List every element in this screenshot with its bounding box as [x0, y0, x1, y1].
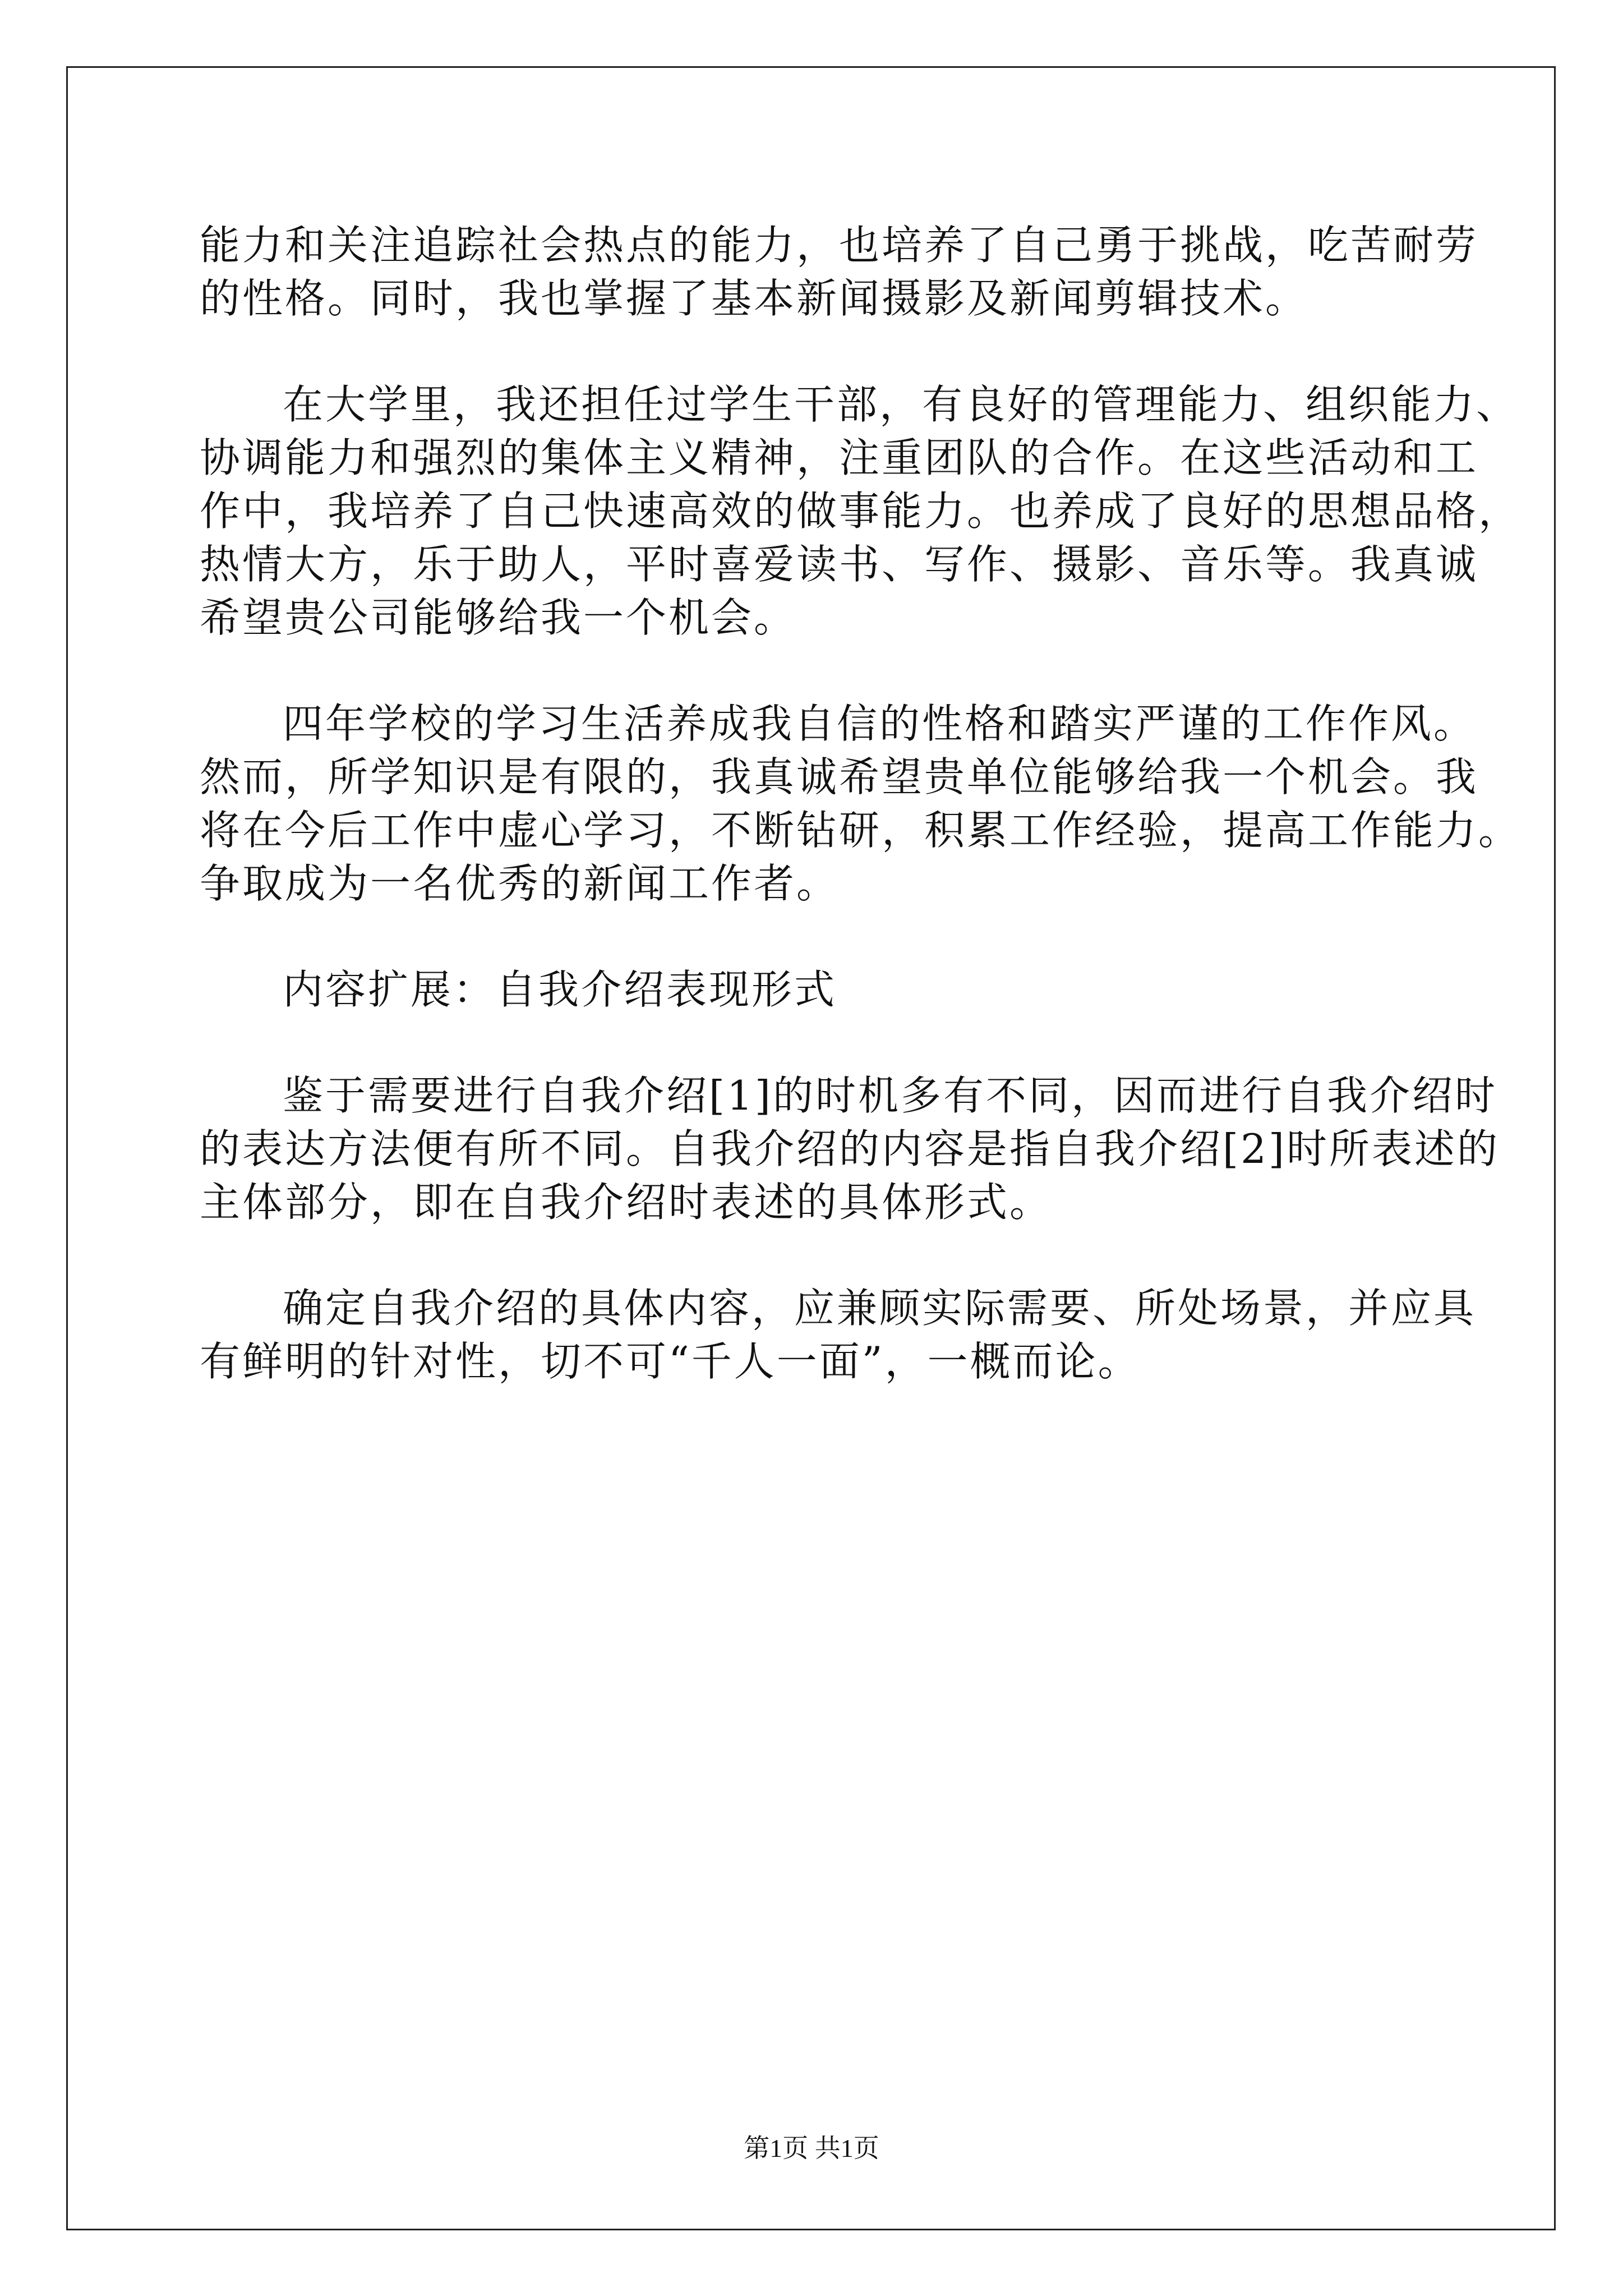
text-line: 鉴于需要进行自我介绍[1]的时机多有不同，因而进行自我介绍时 — [283, 1072, 1497, 1119]
text-line: 能力和关注追踪社会热点的能力，也培养了自己勇于挑战，吃苦耐劳 — [200, 222, 1479, 269]
paragraph-5 — [200, 1069, 1500, 1229]
section-heading: 内容扩展：自我介绍表现形式 — [283, 966, 837, 1013]
text-line: 有鲜明的针对性，切不可“千人一面”，一概而论。 — [200, 1338, 1141, 1385]
text-line: 希望贵公司能够给我一个机会。 — [200, 594, 797, 641]
text-line: 将在今后工作中虚心学习，不断钻研，积累工作经验，提高工作能力。 — [200, 807, 1521, 854]
paragraph-2 — [200, 378, 1521, 645]
text-line: 热情大方，乐于助人，平时喜爱读书、写作、摄影、音乐等。我真诚 — [200, 541, 1479, 588]
paragraph-6 — [200, 1282, 1477, 1388]
paragraph-1 — [200, 219, 1479, 325]
text-line: 确定自我介绍的具体内容，应兼顾实际需要、所处场景，并应具 — [283, 1285, 1477, 1332]
text-line: 争取成为一名优秀的新闻工作者。 — [200, 860, 840, 907]
text-line: 四年学校的学习生活养成我自信的性格和踏实严谨的工作作风。 — [283, 700, 1477, 747]
text-line: 协调能力和强烈的集体主义精神，注重团队的合作。在这些活动和工 — [200, 434, 1479, 481]
text-line: 主体部分，即在自我介绍时表述的具体形式。 — [200, 1179, 1053, 1226]
text-line: 的性格。同时，我也掌握了基本新闻摄影及新闻剪辑技术。 — [200, 275, 1308, 322]
page-number-footer: 第1页 共1页 — [744, 2134, 879, 2162]
paragraph-3 — [200, 697, 1521, 910]
text-line: 在大学里，我还担任过学生干部，有良好的管理能力、组织能力、 — [283, 381, 1519, 428]
text-line: 的表达方法便有所不同。自我介绍的内容是指自我介绍[2]时所表述的 — [200, 1125, 1500, 1172]
text-line: 然而，所学知识是有限的，我真诚希望贵单位能够给我一个机会。我 — [200, 753, 1479, 800]
text-line: 作中，我培养了自己快速高效的做事能力。也养成了良好的思想品格， — [200, 487, 1521, 535]
paragraph-heading-extension — [200, 963, 1422, 1016]
document-body — [200, 219, 1521, 1388]
